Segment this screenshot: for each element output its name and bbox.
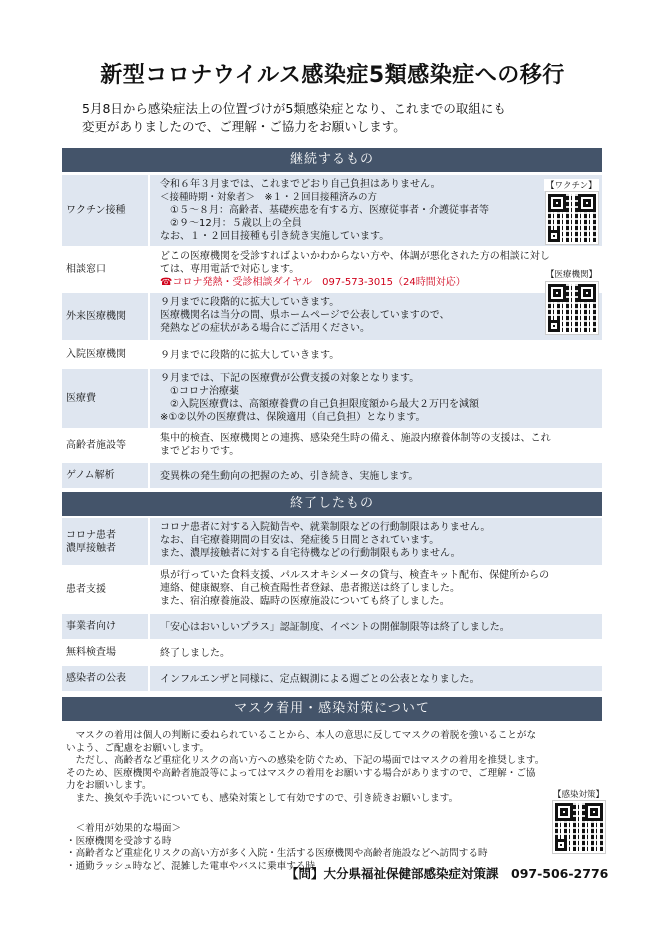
row-text: ＜接種時期・対象者＞ ※１・２回目接種済みの方 [160,192,377,203]
row-content [150,463,602,488]
row-text: 連絡、健康観察、自己検査陽性者登録、患者搬送は終了しました。 [160,583,460,594]
row-content [150,293,602,340]
continuing-table [62,175,602,489]
row-label: 患者支援 [62,566,150,613]
row-text: 終了しました。 [160,647,230,659]
row-text: までどおりです。 [160,446,240,457]
row-label-line: コロナ患者 [66,529,116,541]
mask-text: ・高齢者など重症化リスクの高い方が多く入院・生活する医療機関や高齢者施設などへ訪問する時 [66,848,488,859]
table-row [62,247,602,293]
row-text: なお、自宅療養期間の目安は、発症後５日間とされています。 [160,535,440,546]
row-text: ②９～12月：５歳以上の全員 [160,218,302,229]
row-label-line: 濃厚接触者 [66,542,116,554]
row-label: ワクチン接種 [62,175,150,246]
mask-text: ただし、高齢者など重症化リスクの高い方への感染を防ぐため、下記の場面ではマスクの着用を推奨します。 [66,755,545,766]
row-label: 入院医療機関 [62,341,150,368]
row-content [150,666,602,691]
mask-text: そのため、医療機関や高齢者施設等によってはマスクの着用をお願いする場合がありますので、ご理解・ご協 [66,767,536,779]
section-heading-ended: 終了したもの [62,492,602,516]
table-row [62,640,602,666]
row-label: 医療費 [62,369,150,428]
table-row [62,518,602,566]
row-text: ては、専用電話で対応します。 [160,264,300,275]
row-label: 事業者向け [62,614,150,639]
row-content [150,640,602,665]
mask-text: また、換気や手洗いについても、感染対策として有効ですので、引き続きお願いします。 [66,792,459,804]
row-content [150,247,602,292]
table-row [62,175,602,247]
section-heading-continuing: 継続するもの [62,148,602,172]
row-text: ①５～８月：高齢者、基礎疾患を有する方、医療従事者・介護従事者等 [160,205,489,216]
lead-text [82,100,622,136]
section-heading-mask: マスク着用・感染対策について [62,697,602,721]
row-text: 令和６年３月までは、これまでどおり自己負担はありません。 [160,179,441,190]
row-text: インフルエンザと同様に、定点観測による週ごとの公表となりました。 [160,673,480,685]
row-content [150,175,602,246]
table-row [62,463,602,489]
row-content [150,614,602,639]
row-text: コロナ患者に対する入院勧告や、就業制限などの行動制限はありません。 [160,522,491,533]
row-text: ９月までに段階的に拡大していきます。 [160,349,340,361]
qr-code-clinic-icon[interactable] [546,282,598,334]
lead-line: 5月8日から感染症法上の位置づけが5類感染症となり、これまでの取組にも [82,101,506,116]
mask-body [66,730,606,873]
table-row [62,666,602,692]
mask-text: マスクの着用は個人の判断に委ねられていることから、本人の意思に反してマスクの着脱を強いることがな [66,730,537,741]
contact-info: 【問】大分県福祉保健部感染症対策課 097-506-2776 [286,866,609,881]
table-row [62,429,602,463]
row-label: 無料検査場 [62,640,150,665]
hotline-text: ☎コロナ発熱・受診相談ダイヤル 097-573-3015（24時間対応） [160,277,466,288]
qr-code-vaccine-icon[interactable] [546,192,598,244]
row-text: また、濃厚接触者に対する自宅待機などの行動制限もありません。 [160,548,461,559]
row-label: 感染者の公表 [62,666,150,691]
row-text: どこの医療機関を受診すればよいかわからない方や、体調が悪化された方の相談に対し [160,251,550,262]
mask-text: 力をお願いします。 [66,780,152,791]
table-row [62,614,602,640]
row-text: なお、１・２回目接種も引き続き実施しています。 [160,231,390,242]
spacer [66,805,606,817]
row-label: ゲノム解析 [62,463,150,488]
qr-label-vaccine: 【ワクチン】 [546,181,597,191]
row-text: また、宿泊療養施設、臨時の医療施設についても終了しました。 [160,596,450,607]
row-content [150,369,602,428]
row-text: 発熱などの症状がある場合にご活用ください。 [160,323,370,334]
mask-text: ・医療機関を受診する時 [66,835,172,847]
row-text: ※①②以外の医療費は、保険適用（自己負担）となります。 [160,412,426,423]
row-label: 相談窓口 [62,247,150,292]
table-row [62,566,602,614]
row-content [150,518,602,565]
mask-text: ＜着用が効果的な場面＞ [66,823,182,834]
row-text: ①コロナ治療薬 [160,386,239,397]
row-text: 「安心はおいしいプラス」認証制度、イベントの開催制限等は終了しました。 [160,621,510,633]
row-content [150,429,602,462]
mask-text: ・通勤ラッシュ時など、混雑した電車やバスに乗車する時 [66,860,316,872]
table-row [62,341,602,369]
table-row [62,369,602,429]
ended-table [62,518,602,692]
page-title: 新型コロナウイルス感染症5類感染症への移行 [100,63,565,88]
lead-line: 変更がありましたので、ご理解・ご協力をお願いします。 [82,119,406,134]
row-text: ９月までは、下記の医療費が公費支援の対象となります。 [160,373,420,384]
mask-text: いよう、ご配慮をお願いします。 [66,742,210,754]
table-row [62,293,602,341]
qr-code-infection-icon[interactable] [553,801,605,853]
row-text: 県が行っていた食料支援、パルスオキシメータの貸与、検査キット配布、保健所からの [160,570,550,581]
row-label: 外来医療機関 [62,293,150,340]
row-label: 高齢者施設等 [62,429,150,462]
row-content [150,566,602,613]
qr-label-clinic: 【医療機関】 [546,270,598,280]
row-label [62,518,150,565]
qr-label-infection: 【感染対策】 [553,790,605,800]
row-text: 集中的検査、医療機関との連携、感染発生時の備え、施設内療養体制等の支援は、これ [160,433,551,444]
row-content [150,341,602,368]
row-text: ９月までに段階的に拡大していきます。 [160,297,340,308]
row-text: 医療機関名は当分の間、県ホームページで公表していますので、 [160,310,450,321]
row-text: ②入院医療費は、高額療養費の自己負担限度額から最大２万円を減額 [160,399,479,410]
row-text: 変異株の発生動向の把握のため、引き続き、実施します。 [160,470,419,482]
